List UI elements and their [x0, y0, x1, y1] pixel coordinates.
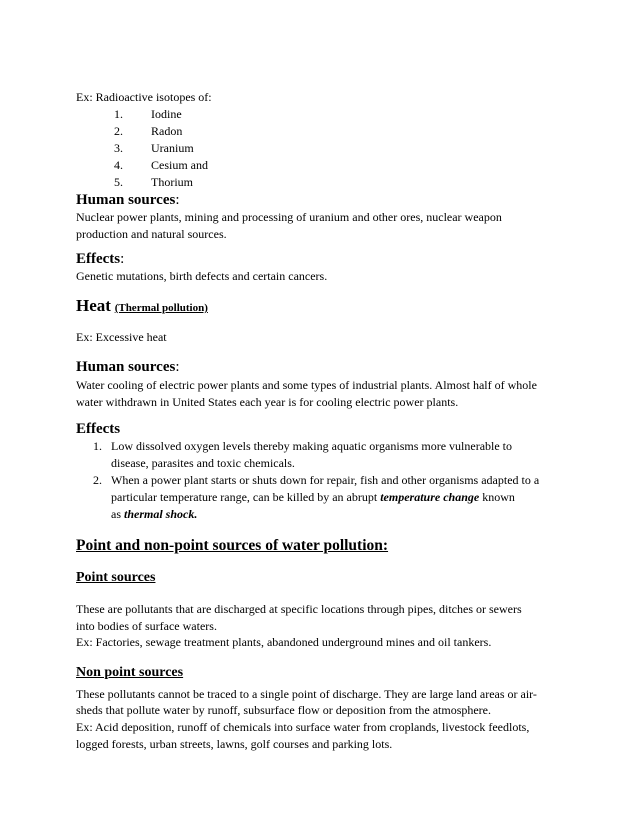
section-heading-heat: Heat (Thermal pollution): [76, 296, 208, 315]
paragraph-line: logged forests, urban streets, lawns, golf courses and parking lots.: [76, 737, 393, 751]
paragraph-line: production and natural sources.: [76, 227, 227, 241]
paragraph-line: Ex: Factories, sewage treatment plants, abandoned underground mines and oil tankers.: [76, 635, 492, 649]
isotope-number: 2.: [114, 124, 123, 138]
isotope-number: 5.: [114, 175, 123, 189]
paragraph-line: Genetic mutations, birth defects and certain cancers.: [76, 269, 328, 283]
paragraph-line: These pollutants cannot be traced to a single point of discharge. They are large land areas or air-: [76, 687, 537, 701]
section-heading-human-sources: Human sources:: [76, 359, 180, 375]
isotope-name: Radon: [151, 124, 183, 138]
section-heading-non-point-sources: Non point sources: [76, 665, 184, 680]
list-item-line: as thermal shock.: [111, 507, 198, 521]
paragraph-line: into bodies of surface waters.: [76, 619, 217, 633]
paragraph-line: water withdrawn in United States each year is for cooling electric power plants.: [76, 395, 459, 409]
isotope-number: 4.: [114, 158, 123, 172]
list-item-line: When a power plant starts or shuts down for repair, fish and other organisms adapted to a: [111, 473, 540, 487]
list-item-line: particular temperature range, can be killed by an abrupt temperature change known: [111, 490, 515, 504]
section-heading-point-nonpoint: Point and non-point sources of water pollution:: [76, 537, 389, 554]
list-item-line: disease, parasites and toxic chemicals.: [111, 456, 295, 470]
paragraph-line: Ex: Excessive heat: [76, 330, 167, 344]
isotope-number: 1.: [114, 107, 123, 121]
section-heading-point-sources: Point sources: [76, 570, 156, 585]
section-heading-effects: Effects: [76, 421, 121, 437]
isotopes-intro: Ex: Radioactive isotopes of:: [76, 90, 212, 104]
section-heading-human-sources: Human sources:: [76, 192, 180, 208]
paragraph-line: sheds that pollute water by runoff, subsurface flow or deposition from the atmosphere.: [76, 703, 492, 717]
list-number: 1.: [93, 439, 102, 453]
isotope-name: Cesium and: [151, 158, 208, 172]
paragraph-line: Ex: Acid deposition, runoff of chemicals into surface water from croplands, livestock feedlots,: [76, 720, 530, 734]
emphasis-term: thermal shock.: [124, 507, 198, 521]
isotope-name: Uranium: [151, 141, 194, 155]
isotope-number: 3.: [114, 141, 123, 155]
paragraph-line: These are pollutants that are discharged at specific locations through pipes, ditches or sewers: [76, 602, 522, 616]
isotope-name: Thorium: [151, 175, 193, 189]
list-item-line: Low dissolved oxygen levels thereby making aquatic organisms more vulnerable to: [111, 439, 513, 453]
list-number: 2.: [93, 473, 102, 487]
section-heading-effects: Effects:: [76, 251, 125, 267]
emphasis-term: temperature change: [380, 490, 480, 504]
paragraph-line: Water cooling of electric power plants and some types of industrial plants. Almost half of whole: [76, 378, 537, 392]
paragraph-line: Nuclear power plants, mining and processing of uranium and other ores, nuclear weapon: [76, 210, 502, 224]
isotope-name: Iodine: [151, 107, 182, 121]
